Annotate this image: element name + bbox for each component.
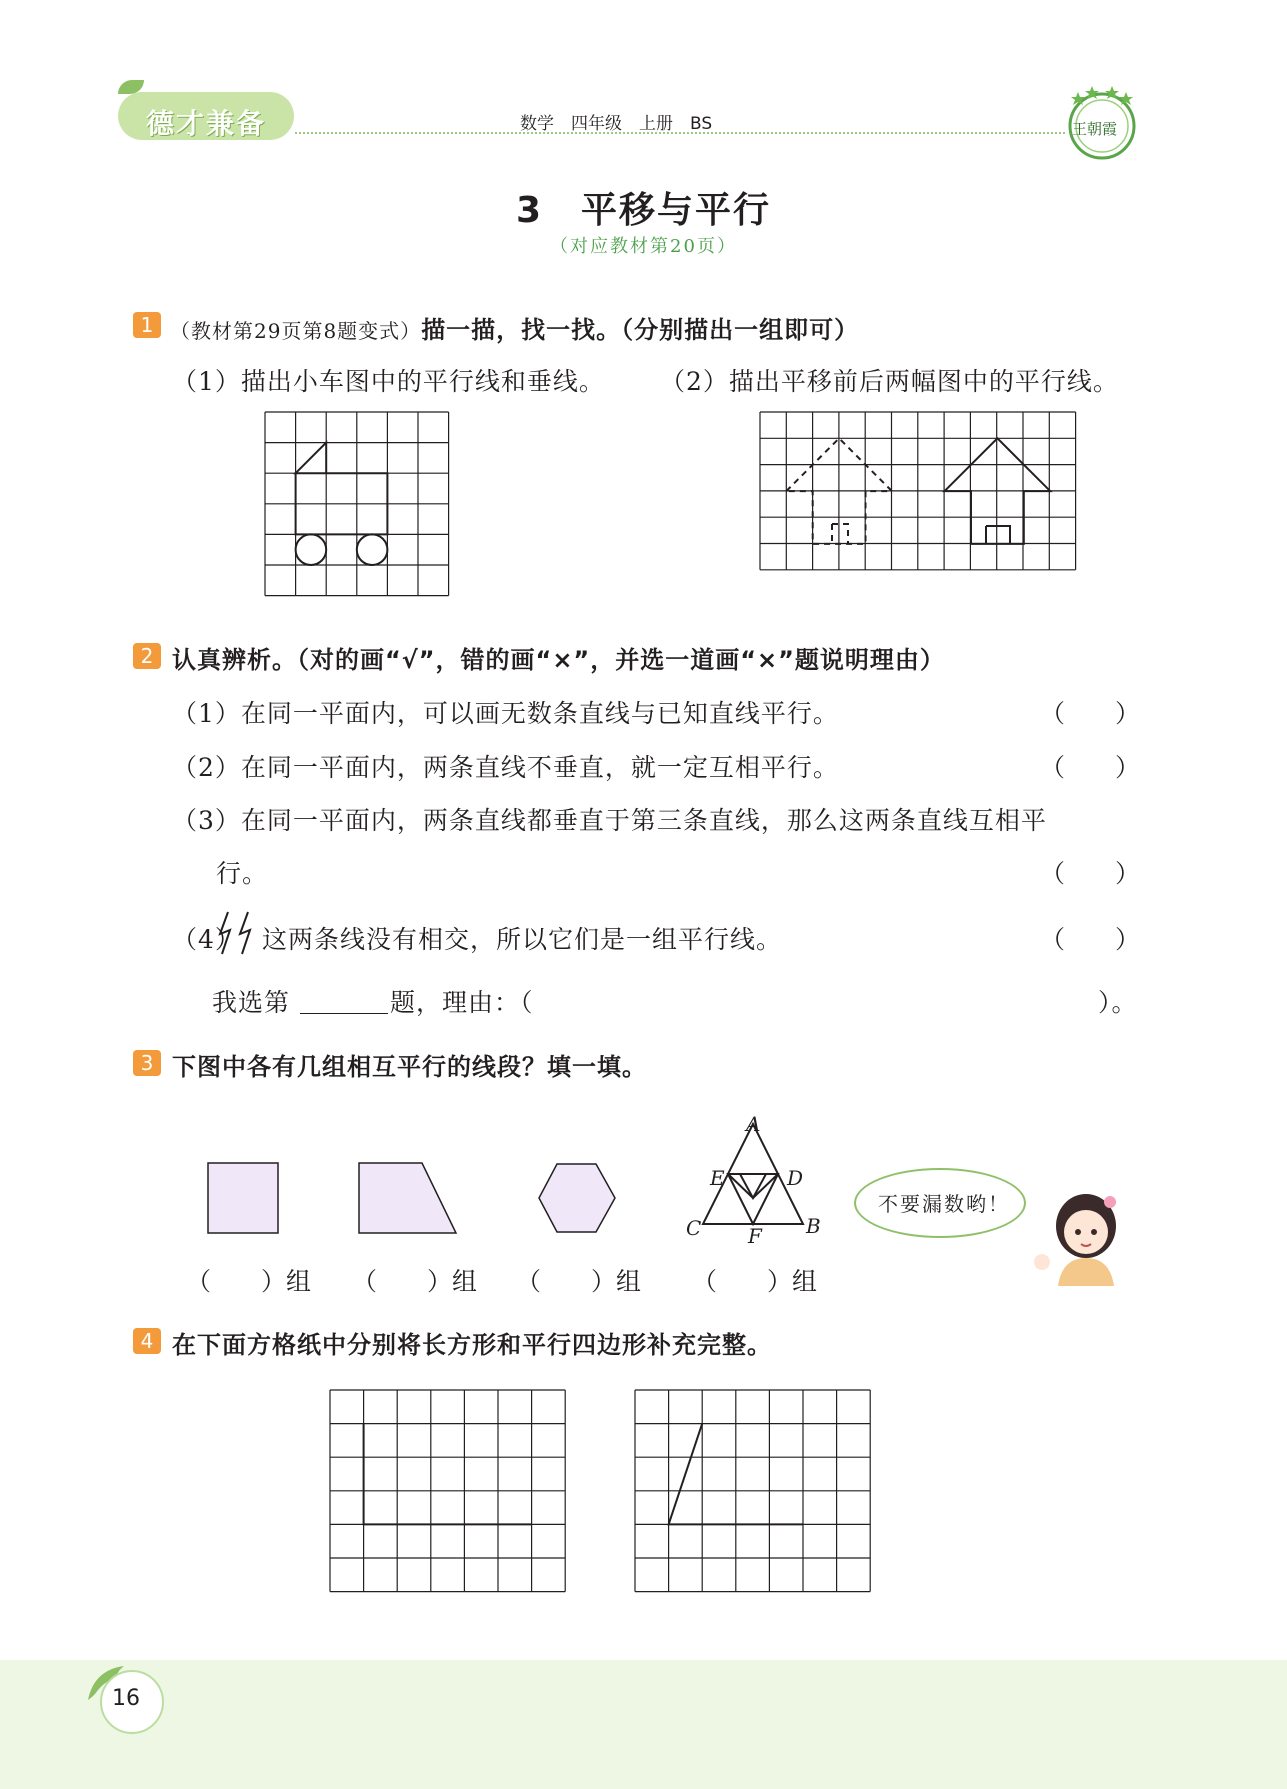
page-title: 3 平移与平行 — [515, 190, 772, 231]
vertex-label-e: E — [710, 1166, 725, 1190]
question-2-item-3: （3）在同一平面内，两条直线都垂直于第三条直线，那么这两条直线互相平 — [172, 806, 1047, 835]
question-1-header — [170, 310, 859, 345]
house-translation-grid-figure — [760, 412, 1076, 597]
trapezoid-shape — [358, 1162, 458, 1234]
parallelogram-grid-figure[interactable] — [635, 1390, 871, 1592]
reason-end: ）。 — [1098, 988, 1138, 1017]
rectangle-grid-figure[interactable] — [330, 1390, 566, 1592]
square-shape — [207, 1162, 279, 1234]
reason-label: 题，理由：（ — [390, 988, 534, 1017]
car-grid-figure — [265, 412, 450, 597]
question-2-item-4: 这两条线没有相交，所以它们是一组平行线。 — [262, 925, 783, 954]
question-number-1: 1 — [133, 312, 161, 338]
question-3-instruction: 下图中各有几组相互平行的线段？填一填。 — [172, 1053, 647, 1081]
page-subtitle: （对应教材第20页） — [550, 236, 737, 257]
answer-blank-hexagon[interactable]: （ ）组 — [516, 1267, 642, 1296]
question-2-instruction: 认真辨析。（对的画“√”，错的画“×”，并选一道画“×”题说明理由） — [172, 646, 945, 674]
speech-bubble-text: 不要漏数哟！ — [878, 1192, 1010, 1216]
reason-input-area[interactable] — [530, 980, 1090, 1014]
seal-name: 王朝霞 — [1072, 120, 1118, 138]
reason-prefix: 我选第 — [212, 988, 291, 1017]
girl-character-icon — [1028, 1186, 1124, 1286]
question-2-item-2: （2）在同一平面内，两条直线不垂直，就一定互相平行。 — [172, 753, 839, 782]
answer-blank-4[interactable]: （ ） — [1040, 925, 1141, 954]
hexagon-shape — [538, 1163, 616, 1233]
question-2-item-1: （1）在同一平面内，可以画无数条直线与已知直线平行。 — [172, 699, 839, 728]
answer-blank-2[interactable]: （ ） — [1040, 753, 1141, 782]
zigzag-lines-icon — [214, 908, 264, 958]
question-1-part-1: （1）描出小车图中的平行线和垂线。 — [172, 367, 605, 396]
brand-name: 德才兼备 — [146, 107, 267, 140]
answer-blank-square[interactable]: （ ）组 — [186, 1267, 312, 1296]
reason-number-blank[interactable] — [300, 1013, 388, 1014]
vertex-label-c: C — [686, 1216, 702, 1240]
question-number-2: 2 — [133, 643, 161, 669]
answer-blank-triangle[interactable]: （ ）组 — [692, 1267, 818, 1296]
vertex-label-d: D — [787, 1166, 804, 1190]
question-1-source: （教材第29页第8题变式） — [170, 319, 422, 343]
question-number-3: 3 — [133, 1050, 161, 1076]
vertex-label-a: A — [746, 1112, 761, 1136]
answer-blank-3[interactable]: （ ） — [1040, 859, 1141, 888]
question-2-item-3-continued: 行。 — [216, 859, 269, 888]
page-number: 16 — [112, 1686, 140, 1711]
book-info: 数学 四年级 上册 BS — [520, 114, 713, 134]
answer-blank-1[interactable]: （ ） — [1040, 699, 1141, 728]
page-footer — [0, 1660, 1287, 1789]
answer-blank-trapezoid[interactable]: （ ）组 — [352, 1267, 478, 1296]
question-number-4: 4 — [133, 1328, 161, 1354]
question-2-item-4-prefix: （4） — [172, 925, 241, 954]
question-1-part-2: （2）描出平移前后两幅图中的平行线。 — [660, 367, 1119, 396]
question-1-instruction: 描一描，找一找。（分别描出一组即可） — [421, 316, 860, 344]
vertex-label-b: B — [806, 1214, 821, 1238]
question-4-instruction: 在下面方格纸中分别将长方形和平行四边形补充完整。 — [172, 1331, 772, 1359]
vertex-label-f: F — [748, 1224, 762, 1248]
